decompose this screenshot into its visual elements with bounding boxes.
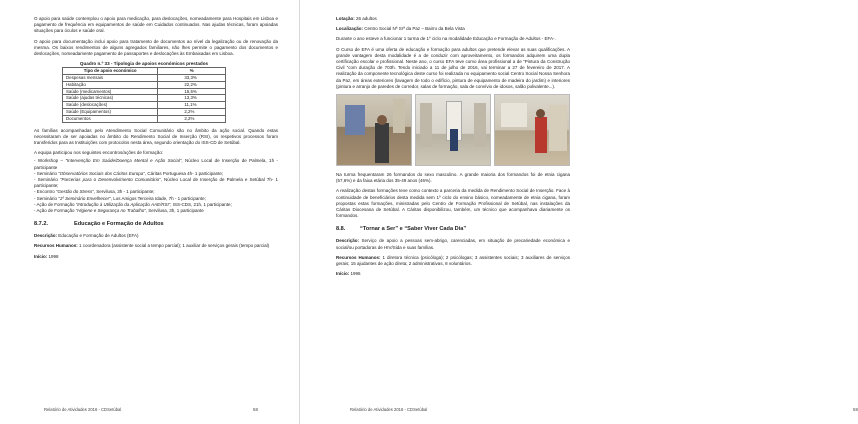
event-details: , Los Amigos Terceira Idade, 7h - 1 participante; — [110, 195, 206, 201]
paragraph-efa-course: O Curso de EFA é uma oferta de educação e formação para adultos que pretende elevar as suas qualificações. A grande vantagem desta modalidade é a de conduzir com aproveitamento, os formandos adquirem uma dupla certificação escolar e profissional. Neste ano, o curso EFA teve como área profissional a de “Pintura da Construção Civil “com duração de 703h. Tendo iniciado a 11 de julho de 2016, vai terminar a 27 de fevereiro de 2017. A realização da componente tecnológica deste curso foi realizada no equipamento social Centro Social Nossa Senhora da Paz, em áreas exteriores (lavagem de todo o edifício, pintura de equipamento de madeira do jardim) e interiores (pintura e arranjo de paredes de corredor, salas de formação, sala de convívio de idosos, salão polivalente...). — [336, 46, 570, 89]
section-heading-adult-education — [34, 221, 278, 227]
event-prefix: - Workshop – — [34, 158, 66, 164]
description-text: Serviço de apoio a pessoas sem-abrigo, carenciadas, em situação de precariedade económica e social/ou portadoras de HIV/Sida e suas famílias. — [336, 238, 570, 250]
human-resources-label: Recursos Humanos: — [34, 243, 78, 249]
table-cell-type: Despesas mensais — [63, 75, 158, 82]
capacity-text: 26 adultos — [354, 16, 377, 21]
table-cell-percent: 33,3% — [158, 75, 226, 82]
table-header-type: Tipo de apoio económico — [63, 68, 158, 75]
paragraph-location — [336, 26, 570, 32]
photo-painting-room — [494, 94, 570, 166]
list-item — [34, 177, 278, 189]
table-row — [63, 88, 226, 95]
event-details: , ISS-CDS, 21h, 1 participante; — [170, 201, 232, 207]
table-cell-type: Habitação — [63, 81, 158, 88]
human-resources-label: Recursos Humanos: — [336, 254, 381, 260]
table-header-percent: % — [158, 68, 226, 75]
paragraph-description — [336, 238, 570, 250]
table-row — [63, 102, 226, 109]
page-right — [300, 0, 858, 424]
table-row — [63, 109, 226, 116]
table-cell-percent: 11,1% — [158, 102, 226, 109]
paragraph-community-service: As famílias acompanhadas pelo Atendimento Social Comunitário são no âmbito da ação social. Quando estas necessitaram de ser apoiadas no âmbito do Rendimento Social de Inserção (RSI), os respetivos processos foram transferidos para as Instituições com protocolos nesta área, segundo orientação do ISS-CD de Setúbal. — [34, 127, 278, 145]
table-row — [63, 95, 226, 102]
page-left — [0, 0, 300, 424]
event-details: , Servilusa, 3h - 1 participante; — [93, 189, 155, 195]
start-label: Início: — [34, 253, 48, 259]
section-heading-homeless-support — [336, 226, 570, 232]
event-prefix: - Seminário — [34, 177, 60, 183]
table-cell-type: Saúde (ajudas técnicas) — [63, 95, 158, 102]
event-title: “Gestão do Stress” — [56, 189, 94, 195]
table-cell-percent: 2,2% — [158, 115, 226, 122]
section-title: Educação e Formação de Adultos — [74, 221, 164, 228]
event-prefix: - Seminário — [34, 170, 59, 176]
table-cell-type: Saúde (medicamentos) — [63, 88, 158, 95]
table-cell-percent: 13,3% — [158, 95, 226, 102]
table-cell-type: Documentos — [63, 115, 158, 122]
location-label: Localização: — [336, 26, 364, 32]
human-resources-text: 1 diretora técnica (psicóloga); 2 psicólogas; 3 assistentes sociais; 3 auxiliares de serviços gerais; 15 ajudantes de ação direta; 2 administrativas, 8 voluntários. — [336, 254, 570, 267]
section-title: “Tornar a Ser” e “Saber Viver Cada Dia” — [360, 226, 467, 233]
footer-right: Relatório de Atividades 2016 - CDSetúbal — [350, 407, 428, 412]
capacity-label: Lotação: — [336, 16, 355, 21]
table-cell-type: Saúde (Equipamentos) — [63, 109, 158, 116]
table-row — [63, 75, 226, 82]
photo-painting-wall — [336, 94, 412, 166]
description-label: Descrição: — [336, 238, 360, 244]
event-title: “Introdução à Utilização da Aplicação AAE/RSI” — [75, 201, 171, 207]
table-cell-percent: 15,5% — [158, 88, 226, 95]
start-text: 1996 — [349, 271, 361, 277]
paragraph-human-resources — [336, 255, 570, 267]
paragraph-events-intro: A equipa participou nos seguintes encontros/ações de formação: — [34, 150, 164, 156]
paragraph-documentation-support: O apoio para documentação inclui apoio para tratamento de documentos ao nível da legalização ou de renovação da mesma. Os baixos rendimentos de alguns agregados familiares, não lhes permite o pagamento dos documentos e deslocações, nomeadamente pagamento de passaportes e deslocações às Embaixadas em Lisboa. — [34, 38, 278, 57]
support-types-table — [62, 67, 226, 122]
paragraph-start — [336, 271, 570, 277]
paragraph-human-resources — [34, 243, 278, 249]
paragraph-start — [34, 254, 278, 260]
event-title: “Higiene e Segurança no Trabalho” — [75, 208, 146, 214]
paragraph-description — [34, 233, 278, 239]
support-types-table-block — [62, 61, 226, 122]
location-text: Centro Social Nª Srª da Paz – Bairro da Bela Vista — [363, 26, 465, 32]
start-text: 1998 — [47, 253, 59, 259]
photo-strip — [336, 94, 570, 166]
human-resources-text: 1 coordenadora (assistente social a tempo parcial); 1 auxiliar de serviços gerais (tempo parcial) — [77, 243, 270, 249]
table-cell-percent: 2,2% — [158, 109, 226, 116]
event-details: , Núcleo Local de Inserção de Palmela, 1h - participante — [34, 158, 278, 170]
footer-left: Relatório de Atividades 2016 - CDSetúbal — [44, 407, 122, 412]
list-item — [34, 158, 278, 170]
paragraph-partnership: A realização destas formações teve como contexto a parceria da medida de Rendimento Social de Inserção. Face à continuidade de beneficiários desta medida sem 1º ciclo do ensino básico, nomeadamente de etnia cigana, foram propostas estas formações, ministradas pelo Centro de Formação Profissional de Setúbal, nas instalações da Cáritas Diocesana de Setúbal. A Cáritas disponibilizou, também, um técnico que acompanhava diariamente os formandos. — [336, 188, 570, 219]
description-label: Descrição: — [34, 233, 58, 239]
event-title: “Observatórios Sociais dos Cáritos Europa” — [58, 170, 145, 176]
table-cell-type: Saúde (deslocações) — [63, 102, 158, 109]
page-number-left: 58 — [253, 407, 258, 412]
table-header-row — [63, 68, 226, 75]
event-details: , Servilusa, 3h, 1 participante — [145, 208, 204, 214]
event-prefix: - Ação de Formação — [34, 208, 76, 214]
event-prefix: - Ação de Formação — [34, 201, 76, 207]
description-text: Educação e Formação de Adultos (EFA) — [57, 233, 139, 239]
paragraph-health-support: O apoio para saúde contemplou o apoio para medicação, para deslocações, nomeadamente para Hospitais em Lisboa e pagamento de frequência em equipamentos de saúde em Cuidados continuados. Nas ajudas técnicas, foram apoiadas situações para óculos e saúde oral. — [34, 16, 278, 34]
event-details: , Cáritas Portuguesa 4h- 1 participante; — [144, 170, 224, 176]
photo-corridor — [415, 94, 491, 166]
section-number: 8.7.2. — [34, 221, 48, 228]
start-label: Início: — [336, 271, 350, 277]
table-title: Quadro n.º 33 - Tipologia de apoios económicos prestados — [79, 61, 209, 67]
event-details: , Núcleo Local de Inserção de Palmela e Setúbal 7h- 1 participante; — [34, 177, 278, 189]
event-title: “1º Seminário Envelhecer” — [58, 195, 111, 201]
table-row — [63, 115, 226, 122]
paragraph-capacity — [336, 16, 570, 22]
table-row — [63, 81, 226, 88]
event-prefix: - Seminário — [34, 195, 59, 201]
table-cell-percent: 22,2% — [158, 81, 226, 88]
events-list — [34, 158, 278, 214]
paragraph-class-attendance: Na turma frequentaram 26 formandos do sexo masculino. A grande maioria dos formandos foi de etnia cigana (57,6%) e da faixa etária dos 35-49 anos (46%). — [336, 172, 570, 184]
list-item — [34, 208, 278, 214]
section-number: 8.8. — [336, 226, 346, 233]
event-prefix: - Encontro — [34, 189, 57, 195]
page-number-right: 59 — [853, 407, 858, 412]
event-title: “Parcerias para o Desenvolvimento Comunitário” — [59, 177, 161, 183]
paragraph-class-info: Durante o ano esteve a funcionar 1 turma de 1º ciclo na modalidade Educação e Formação de Adultos - EFA-. — [336, 36, 556, 42]
event-title: “Intervenção Em Saúde/Doença Mental e Ação Social” — [65, 158, 182, 164]
